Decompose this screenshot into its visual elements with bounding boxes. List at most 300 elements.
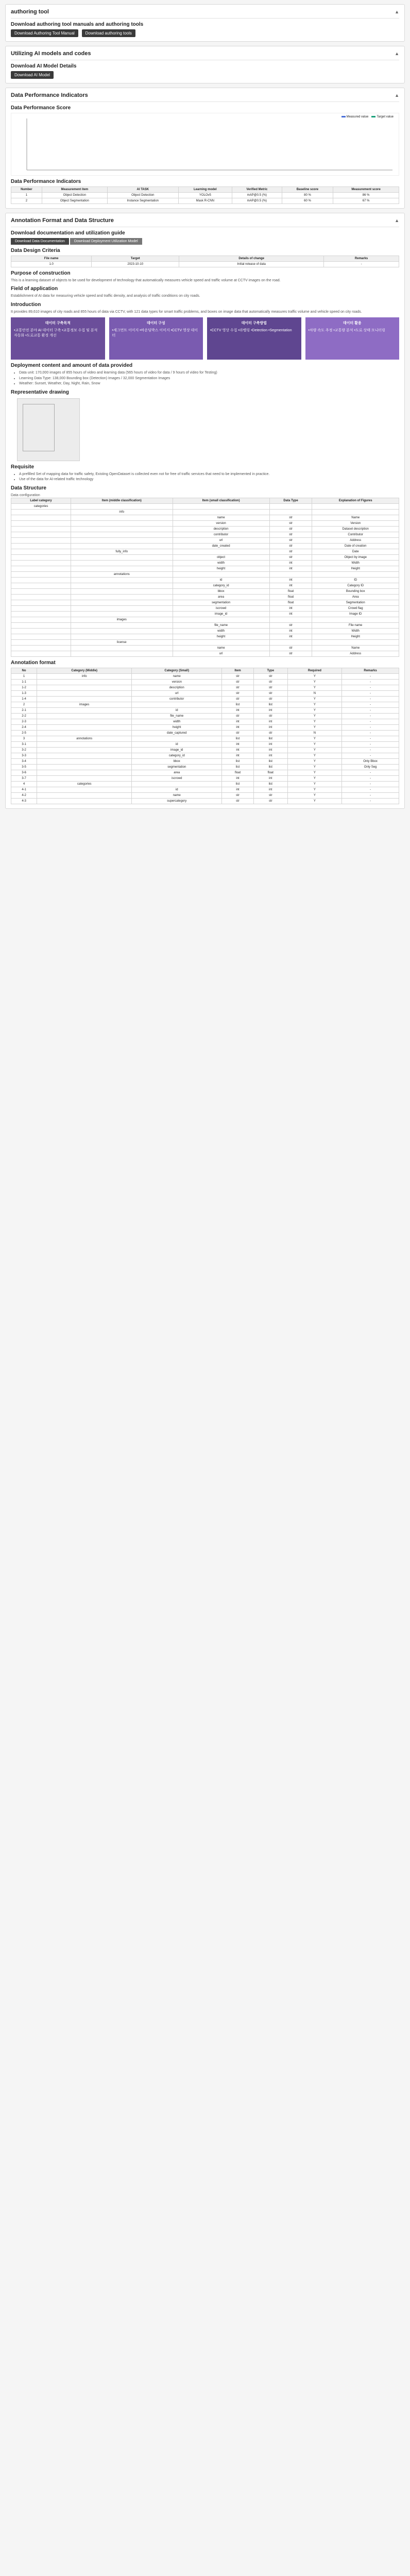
table-cell <box>71 560 173 566</box>
table-cell <box>71 520 173 526</box>
table-header: No <box>11 668 37 673</box>
table-row <box>11 549 399 554</box>
table-cell: str <box>269 526 312 532</box>
table-cell: 4-2 <box>11 792 37 798</box>
table-row <box>11 193 399 198</box>
table-cell <box>11 622 71 628</box>
table-cell: Initial release of data <box>179 262 324 267</box>
table-cell: 4 <box>11 781 37 787</box>
table-cell: Y <box>287 719 342 724</box>
table-cell <box>37 690 132 696</box>
table-cell: list <box>222 702 254 707</box>
table-cell: Mask R-CNN <box>178 198 232 204</box>
table-cell: supercategory <box>132 798 222 804</box>
table-cell <box>11 588 71 594</box>
table-cell <box>132 781 222 787</box>
table-cell: - <box>342 736 399 741</box>
table-cell: Width <box>312 560 399 566</box>
table-cell: - <box>342 730 399 736</box>
chevron-up-icon[interactable]: ▲ <box>395 9 399 14</box>
table-cell: Y <box>287 775 342 781</box>
table-cell: str <box>222 792 254 798</box>
table-cell <box>71 543 173 549</box>
box-utilization: 데이터 활용 •차량 속도 추정 •교통량 분석 •도로 상태 모니터링 <box>305 317 400 360</box>
table-cell <box>71 526 173 532</box>
tab-data-documentation[interactable]: Download Data Documentation <box>11 238 69 245</box>
chevron-up-icon[interactable]: ▲ <box>395 93 399 98</box>
table-row <box>11 747 399 753</box>
annotation-format-table <box>11 668 399 804</box>
table-row <box>11 798 399 804</box>
section-title: Utilizing AI models and codes <box>11 50 91 57</box>
table-cell: int <box>269 628 312 634</box>
table-cell: float <box>269 588 312 594</box>
table-row <box>11 685 399 690</box>
table-row <box>11 764 399 770</box>
table-cell: str <box>222 696 254 702</box>
table-row <box>11 673 399 679</box>
table-row <box>11 583 399 588</box>
table-cell: int <box>253 707 287 713</box>
table-cell: version <box>173 520 269 526</box>
table-cell: annotations <box>37 736 132 741</box>
table-cell: image_id <box>173 611 269 617</box>
table-header: Number <box>11 187 42 193</box>
table-cell: 60 % <box>282 198 333 204</box>
table-row <box>11 792 399 798</box>
table-cell <box>312 617 399 622</box>
table-cell: - <box>342 685 399 690</box>
table-cell: 2023-10-10 <box>92 262 179 267</box>
table-cell: Contributor <box>312 532 399 537</box>
table-cell: float <box>253 770 287 775</box>
table-row <box>11 787 399 792</box>
table-cell: - <box>342 792 399 798</box>
table-cell: Y <box>287 696 342 702</box>
purpose-text: This is a learning dataset of objects to be used for development of technology that automatically measures vehicle speed and traffic volume at CCTV images on the road. <box>11 279 281 282</box>
table-cell: 2 <box>11 702 37 707</box>
table-row <box>11 781 399 787</box>
section-title: Annotation Format and Data Structure <box>11 217 114 224</box>
table-cell: float <box>222 770 254 775</box>
table-row <box>11 554 399 560</box>
table-cell: - <box>342 798 399 804</box>
download-tools-button[interactable]: Download authoring tools <box>82 29 135 37</box>
table-cell <box>71 515 173 520</box>
table-cell: int <box>222 753 254 758</box>
table-header: Item <box>222 668 254 673</box>
table-cell: Object Detection <box>42 193 107 198</box>
table-header: File name <box>11 256 92 262</box>
table-row <box>11 651 399 656</box>
table-cell: str <box>269 532 312 537</box>
table-row <box>11 515 399 520</box>
table-row <box>11 628 399 634</box>
table-row <box>11 741 399 747</box>
table-cell: ID <box>312 577 399 583</box>
table-cell: 3-1 <box>11 741 37 747</box>
table-cell: Object by image <box>312 554 399 560</box>
table-cell: Y <box>287 679 342 685</box>
table-cell: - <box>342 707 399 713</box>
table-header: Required <box>287 668 342 673</box>
table-cell <box>11 532 71 537</box>
table-cell: 80 % <box>282 193 333 198</box>
table-cell: int <box>222 707 254 713</box>
table-header: Explanation of Figures <box>312 498 399 503</box>
table-row <box>11 702 399 707</box>
table-cell: - <box>342 753 399 758</box>
table-cell: str <box>222 730 254 736</box>
table-row <box>11 577 399 583</box>
table-row <box>11 571 399 577</box>
table-cell: Bounding box <box>312 588 399 594</box>
section-subtitle: Download documentation and utilization guide <box>11 230 125 236</box>
table-cell <box>11 543 71 549</box>
table-row <box>11 198 399 204</box>
table-cell: 3-6 <box>11 770 37 775</box>
table-cell: int <box>269 566 312 571</box>
table-cell <box>11 537 71 543</box>
table-cell: list <box>222 758 254 764</box>
table-cell: contributor <box>132 696 222 702</box>
table-row <box>11 509 399 515</box>
table-cell: category_id <box>132 753 222 758</box>
table-cell: name <box>132 792 222 798</box>
table-cell: Address <box>312 537 399 543</box>
table-cell <box>71 594 173 600</box>
intro-text: It provides 89,610 images of city roads and 855 hours of data via CCTV, with 121 data types for smart traffic problems, and boxes on image data that automatically measures traffic volume and vehicle speed on city roads. <box>11 310 362 314</box>
table-row <box>11 560 399 566</box>
table-cell: width <box>173 628 269 634</box>
table-cell <box>37 696 132 702</box>
table-row <box>11 605 399 611</box>
table-cell <box>173 617 269 622</box>
table-cell: url <box>132 690 222 696</box>
table-cell <box>71 532 173 537</box>
requisite-heading: Requisite <box>11 464 35 470</box>
table-cell: File name <box>312 622 399 628</box>
table-cell: int <box>253 753 287 758</box>
table-cell: int <box>253 747 287 753</box>
table-cell: Y <box>287 770 342 775</box>
table-cell: str <box>269 520 312 526</box>
box-composition: 데이터 구성 •세그먼트 이미지 •바운딩박스 이미지 •CCTV 영상 데이터 <box>109 317 203 360</box>
table-cell: int <box>253 741 287 747</box>
table-cell: version <box>132 679 222 685</box>
table-cell: str <box>269 651 312 656</box>
table-cell <box>37 741 132 747</box>
table-cell <box>173 549 269 554</box>
table-cell: Object Segmentation <box>42 198 107 204</box>
data-config-label: Data configuration <box>11 493 40 497</box>
table-cell <box>11 611 71 617</box>
performance-chart <box>11 113 399 176</box>
table-row <box>11 594 399 600</box>
table-cell: str <box>269 554 312 560</box>
table-cell: Y <box>287 792 342 798</box>
table-cell: - <box>342 724 399 730</box>
table-cell: Y <box>287 707 342 713</box>
table-cell <box>312 571 399 577</box>
table-cell: str <box>253 679 287 685</box>
chevron-up-icon[interactable]: ▲ <box>395 51 399 56</box>
table-header: Target <box>92 256 179 262</box>
table-cell: str <box>222 673 254 679</box>
table-cell: bbox <box>132 758 222 764</box>
table-cell <box>71 577 173 583</box>
table-cell <box>71 566 173 571</box>
table-cell: Date of creation <box>312 543 399 549</box>
table-header: Item (middle classification) <box>71 498 173 503</box>
performance-table <box>11 187 399 204</box>
table-cell: Name <box>312 515 399 520</box>
table-cell: 1 <box>11 193 42 198</box>
table-cell <box>37 685 132 690</box>
section-title: Data Performance Indicators <box>11 92 88 98</box>
table-cell: 3-2 <box>11 747 37 753</box>
table-row <box>11 758 399 764</box>
table-cell: 1-4 <box>11 696 37 702</box>
table-cell: int <box>269 583 312 588</box>
table-cell: Name <box>312 645 399 651</box>
chevron-up-icon[interactable]: ▲ <box>395 218 399 223</box>
table-cell: str <box>222 713 254 719</box>
intro-heading: Introduction <box>11 301 41 308</box>
table-cell: 3-4 <box>11 758 37 764</box>
table-cell: Date <box>312 549 399 554</box>
table-cell <box>11 560 71 566</box>
table-row <box>11 537 399 543</box>
table-row <box>11 696 399 702</box>
table-cell: int <box>269 577 312 583</box>
table-cell: annotations <box>71 571 173 577</box>
table-cell <box>37 764 132 770</box>
table-cell: 4-1 <box>11 787 37 792</box>
table-cell: Height <box>312 634 399 639</box>
table-header: Item (small classification) <box>173 498 269 503</box>
table-cell: segmentation <box>132 764 222 770</box>
table-header: Measurement item <box>42 187 107 193</box>
table-cell: - <box>342 770 399 775</box>
table-cell: iscrowd <box>132 775 222 781</box>
table-row <box>11 588 399 594</box>
table-cell <box>71 651 173 656</box>
table-cell: int <box>253 724 287 730</box>
table-cell: str <box>222 679 254 685</box>
table-cell: str <box>253 673 287 679</box>
table-cell: 4-3 <box>11 798 37 804</box>
table-cell <box>132 702 222 707</box>
table-cell: info <box>71 509 173 515</box>
section-subtitle: Download AI Model Details <box>11 63 77 69</box>
table-header: Learning model <box>178 187 232 193</box>
table-cell: int <box>269 605 312 611</box>
table-cell <box>11 577 71 583</box>
table-cell: Y <box>287 736 342 741</box>
table-cell: Instance Segmentation <box>107 198 178 204</box>
table-cell: category_id <box>173 583 269 588</box>
table-cell: 3 <box>11 736 37 741</box>
table-cell: Y <box>287 713 342 719</box>
table-cell <box>11 594 71 600</box>
table-cell: list <box>253 758 287 764</box>
table-row <box>11 503 399 509</box>
table-cell <box>37 730 132 736</box>
table-cell: list <box>222 764 254 770</box>
table-cell: object <box>173 554 269 560</box>
table-cell: Height <box>312 566 399 571</box>
rep-heading: Representative drawing <box>11 389 69 395</box>
table-cell: - <box>342 787 399 792</box>
table-cell <box>11 639 71 645</box>
table-header: AI TASK <box>107 187 178 193</box>
table-cell <box>37 747 132 753</box>
table-cell: fully_info <box>71 549 173 554</box>
table-cell: mAP@0.5 (%) <box>232 193 282 198</box>
table-cell: 2-3 <box>11 719 37 724</box>
table-cell: file_name <box>132 713 222 719</box>
table-cell: str <box>253 798 287 804</box>
table-cell: url <box>173 537 269 543</box>
download-manual-button[interactable]: Download Authoring Tool Manual <box>11 29 78 37</box>
table-cell: int <box>269 611 312 617</box>
table-cell <box>37 770 132 775</box>
table-cell: list <box>253 736 287 741</box>
table-row <box>11 736 399 741</box>
table-cell: N <box>287 690 342 696</box>
annotation-format-heading: Annotation format <box>11 659 56 666</box>
table-cell: Y <box>287 673 342 679</box>
representative-image <box>17 398 80 461</box>
table-cell: images <box>37 702 132 707</box>
table-cell <box>71 628 173 634</box>
table-cell: int <box>222 787 254 792</box>
table-cell: Y <box>287 787 342 792</box>
table-cell: - <box>342 775 399 781</box>
chart-canvas <box>11 113 399 175</box>
table-cell: str <box>222 798 254 804</box>
table-row <box>11 622 399 628</box>
table-cell: id <box>132 787 222 792</box>
table-cell <box>312 639 399 645</box>
table-cell <box>11 628 71 634</box>
stats-heading: Deployment content and amount of data provided <box>11 363 133 369</box>
table-row <box>11 690 399 696</box>
table-cell <box>11 634 71 639</box>
table-cell: YOLOv5 <box>178 193 232 198</box>
table-cell: Y <box>287 724 342 730</box>
table-cell: Category ID <box>312 583 399 588</box>
table-cell: Version <box>312 520 399 526</box>
table-cell: info <box>37 673 132 679</box>
table-cell: Y <box>287 764 342 770</box>
table-cell <box>71 583 173 588</box>
table-cell: Dataset description <box>312 526 399 532</box>
table-cell: segmentation <box>173 600 269 605</box>
table-cell: 2-4 <box>11 724 37 730</box>
table-cell: Object Detection <box>107 193 178 198</box>
purpose-heading: Purpose of construction <box>11 270 71 276</box>
table-row <box>11 526 399 532</box>
table-header: Category (Middle) <box>37 668 132 673</box>
table-cell <box>173 503 269 509</box>
table-row <box>11 617 399 622</box>
table-cell <box>71 600 173 605</box>
table-cell: 3-3 <box>11 753 37 758</box>
table-cell: - <box>342 673 399 679</box>
table-cell: 1-2 <box>11 685 37 690</box>
table-cell: - <box>342 747 399 753</box>
table-cell: Y <box>287 741 342 747</box>
download-model-button[interactable]: Download AI Model <box>11 71 54 79</box>
table-cell: Address <box>312 651 399 656</box>
table-row <box>11 770 399 775</box>
table-cell <box>37 719 132 724</box>
table-cell: str <box>253 792 287 798</box>
table-cell <box>11 520 71 526</box>
table-header: Measurement score <box>333 187 399 193</box>
table-cell: url <box>173 651 269 656</box>
table-cell: height <box>173 566 269 571</box>
table-cell <box>37 775 132 781</box>
table-cell: date_captured <box>132 730 222 736</box>
table-cell: bbox <box>173 588 269 594</box>
table-cell <box>11 571 71 577</box>
table-cell <box>71 605 173 611</box>
table-cell <box>11 549 71 554</box>
table-row <box>11 532 399 537</box>
table-row <box>11 520 399 526</box>
table-cell: str <box>253 690 287 696</box>
table-cell: width <box>132 719 222 724</box>
table-cell: Area <box>312 594 399 600</box>
table-cell: 1 <box>11 673 37 679</box>
table-cell <box>37 753 132 758</box>
table-cell <box>11 645 71 651</box>
table-cell: 3-5 <box>11 764 37 770</box>
table-cell: Y <box>287 798 342 804</box>
table-cell: str <box>253 685 287 690</box>
table-cell: str <box>253 730 287 736</box>
table-cell <box>71 554 173 560</box>
table-header: Remarks <box>324 256 399 262</box>
table-cell: float <box>269 600 312 605</box>
table-cell: Segmentation <box>312 600 399 605</box>
table-header: Baseline score <box>282 187 333 193</box>
table-cell: - <box>342 719 399 724</box>
table-cell: int <box>222 719 254 724</box>
table-cell: name <box>173 645 269 651</box>
table-cell: str <box>253 713 287 719</box>
table-cell <box>37 758 132 764</box>
table-header: Category (Small) <box>132 668 222 673</box>
table-cell: Crowd flag <box>312 605 399 611</box>
table-cell <box>37 798 132 804</box>
table-cell: categories <box>11 503 71 509</box>
table-header: Verified Metric <box>232 187 282 193</box>
box-method: 데이터 구축방법 •CCTV 영상 수집 •라벨링 •Detection •Segmentation <box>207 317 301 360</box>
tab-utilization-model[interactable]: Download Deployment Utilization Model <box>70 238 142 245</box>
field-text: Establishment of AI data for measuring vehicle speed and traffic density, and analysis of traffic conditions on city roads. <box>11 294 200 298</box>
table-cell <box>71 634 173 639</box>
table-row <box>11 611 399 617</box>
table-cell: int <box>253 787 287 792</box>
table-cell <box>11 617 71 622</box>
table-cell <box>269 639 312 645</box>
table-header: Remarks <box>342 668 399 673</box>
table-cell: str <box>269 543 312 549</box>
